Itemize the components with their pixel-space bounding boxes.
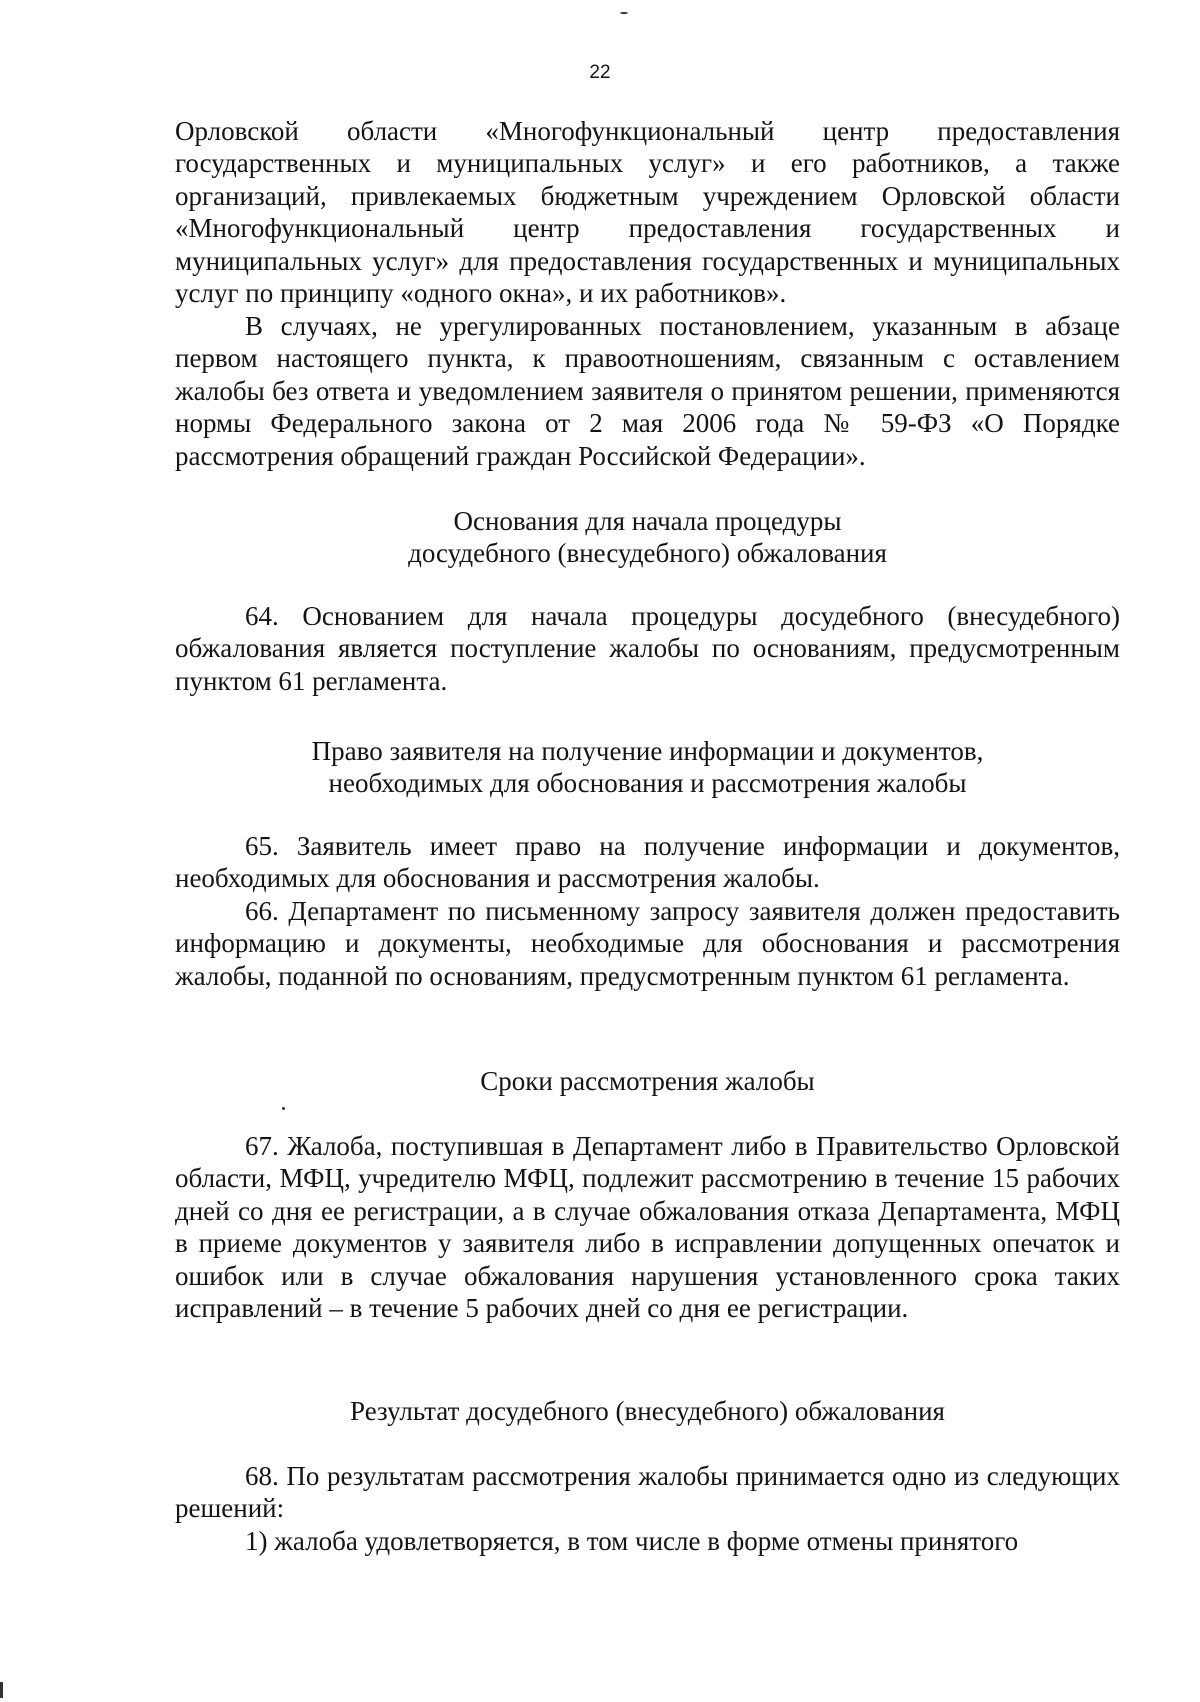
paragraph-68-item-1: 1) жалоба удовлетворяется, в том числе в форме отмены принятого [245,1526,1019,1556]
heading-line: необходимых для обоснования и рассмотрения жалобы [328,768,967,799]
heading-line: Результат досудебного (внесудебного) обжалования [350,1396,945,1426]
paragraph-64: 64. Основанием для начала процедуры досудебного (внесудебного) обжалования является поступление жалобы по основаниям, предусмотренным пунктом 61 регламента. [175,601,1120,696]
heading-line: досудебного (внесудебного) обжалования [408,538,887,569]
heading-review-period [175,1065,1120,1097]
heading-appeal-result [175,1395,1120,1427]
scan-speck [620,12,628,14]
paragraph-65: 65. Заявитель имеет право на получение информации и документов, необходимых для обоснования и рассмотрения жалобы. [175,831,1120,894]
paragraph-68: 68. По результатам рассмотрения жалобы принимается одно из следующих решений: [175,1461,1120,1524]
scan-speck [282,1107,285,1110]
heading-line: Право заявителя на получение информации и документов, [311,736,984,766]
paragraph-66: 66. Департамент по письменному запросу заявителя должен предоставить информацию и документы, необходимые для обоснования и рассмотрения жалобы, поданной по основаниям, предусмотренным пунктом 61 регламента. [175,896,1120,991]
paragraph-continuation: Орловской области «Многофункциональный центр предоставления государственных и муниципальных услуг» и его работников, а также организаций, привлекаемых бюджетным учреждением Орловской области «Многофункциональный центр предоставления государственных и муниципальных услуг» для предоставления государственных и муниципальных услуг по принципу «одного окна», и их работников». [175,116,1120,309]
heading-right-to-information [175,735,1120,800]
paragraph-67: 67. Жалоба, поступившая в Департамент либо в Правительство Орловской области, МФЦ, учредителю МФЦ, подлежит рассмотрению в течение 15 рабочих дней со дня ее регистрации, а в случае обжалования отказа Департамента, МФЦ в приеме документов у заявителя либо в исправлении допущенных опечаток и ошибок или в случае обжалования нарушения установленного срока таких исправлений – в течение 5 рабочих дней со дня ее регистрации. [175,1131,1120,1324]
heading-line: Сроки рассмотрения жалобы [480,1066,815,1096]
heading-grounds-for-appeal [175,505,1120,570]
paragraph-not-regulated-cases: В случаях, не урегулированных постановлением, указанным в абзаце первом настоящего пункта, к правоотношениям, связанным с оставлением жалобы без ответа и уведомлением заявителя о принятом решении, применяются нормы Федерального закона от 2 мая 2006 года № 59-ФЗ «О Порядке рассмотрения обращений граждан Российской Федерации». [175,311,1120,471]
heading-line: Основания для начала процедуры [453,506,842,536]
page-number: 22 [589,62,611,83]
scan-edge-mark [0,1682,3,1698]
